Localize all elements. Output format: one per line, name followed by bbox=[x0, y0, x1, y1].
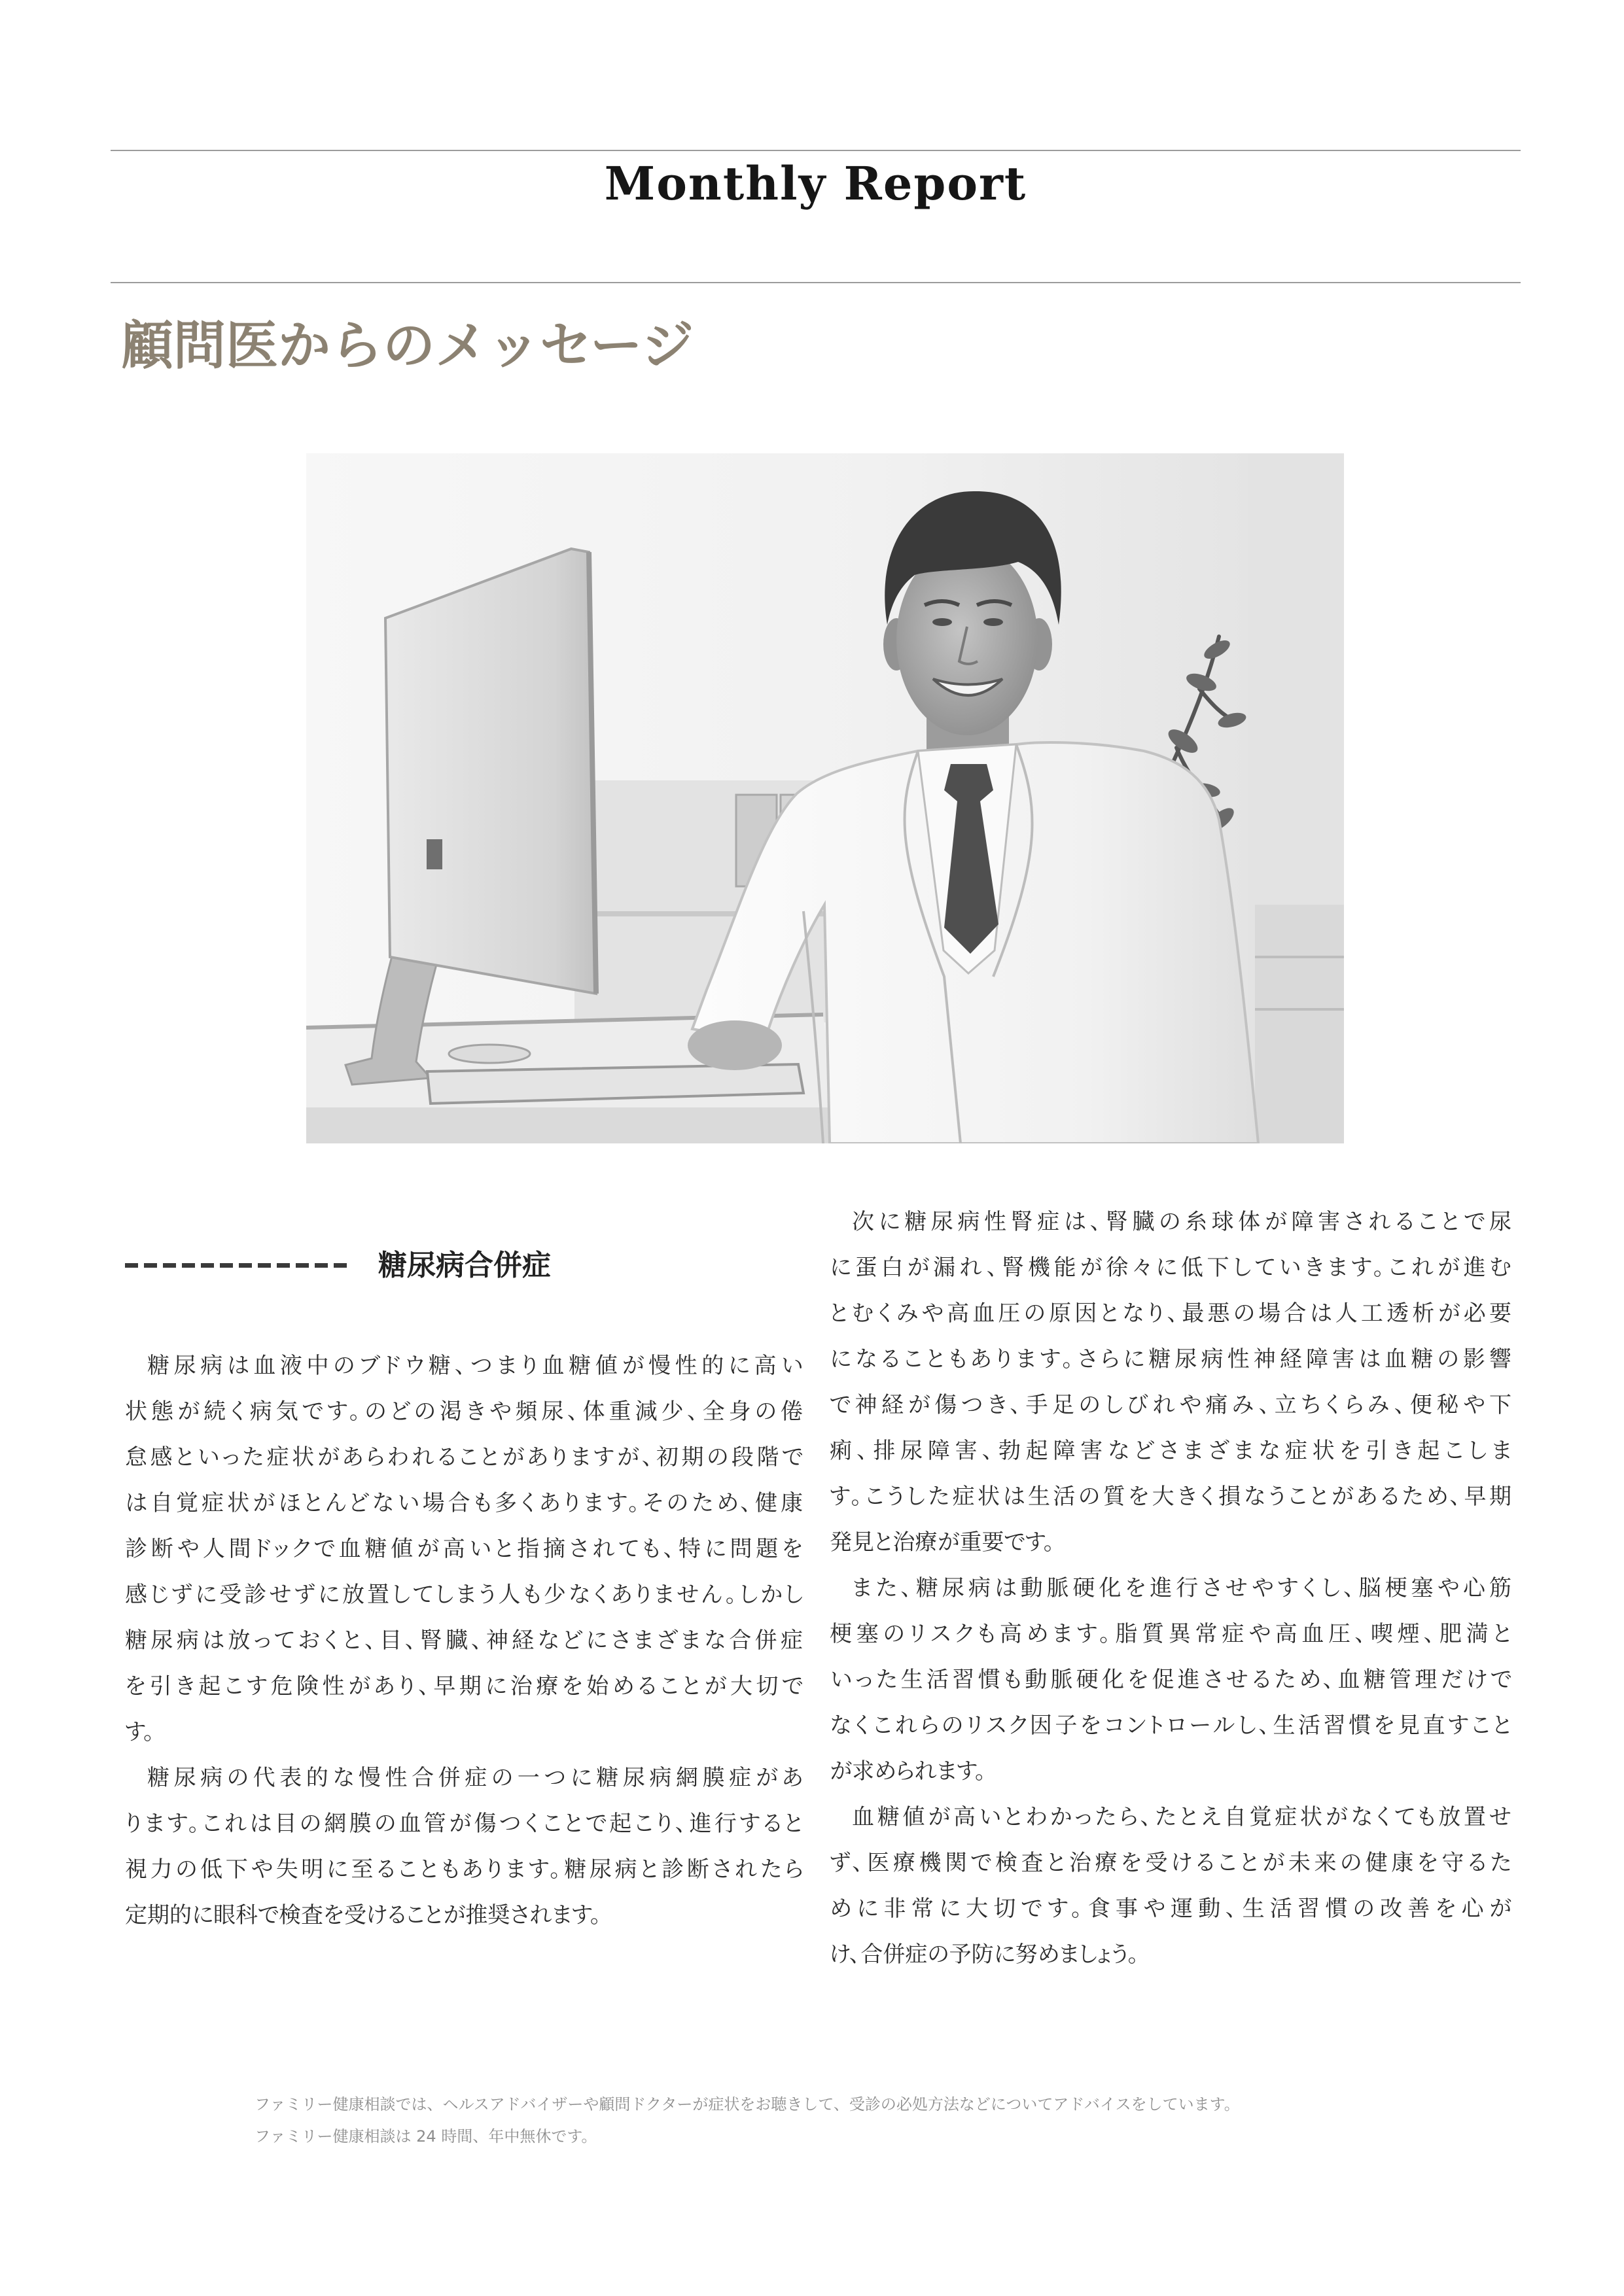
text-line: は自覚症状がほとんどない場合も多くあります。そのため、健康 bbox=[125, 1490, 803, 1516]
text-line: 糖尿病は血液中のブドウ糖、つまり血糖値が慢性的に高い bbox=[147, 1353, 803, 1379]
header-bottom-rule bbox=[111, 282, 1521, 283]
text-line: 糖尿病は放っておくと、目、腎臓、神経などにさまざまな合併症 bbox=[125, 1627, 803, 1654]
text-line: す。 bbox=[125, 1719, 155, 1745]
doctor-photo bbox=[306, 453, 1344, 1143]
left-column bbox=[125, 1343, 803, 1938]
monitor-port bbox=[427, 839, 442, 869]
text-line: 定期的に眼科で検査を受けることが推奨されます。 bbox=[125, 1902, 602, 1928]
text-line: になることもあります。さらに糖尿病性神経障害は血糖の影響 bbox=[830, 1346, 1511, 1372]
text-line: 次に糖尿病性腎症は、腎臓の糸球体が障害されることで尿 bbox=[852, 1209, 1511, 1235]
text-line: 痢、排尿障害、勃起障害などさまざまな症状を引き起こしま bbox=[830, 1438, 1511, 1464]
cabinet-right bbox=[1255, 905, 1344, 1143]
text-line: に蛋白が漏れ、腎機能が徐々に低下していきます。これが進む bbox=[830, 1255, 1511, 1281]
text-line: 血糖値が高いとわかったら、たとえ自覚症状がなくても放置せ bbox=[852, 1804, 1511, 1830]
text-line: け、合併症の予防に努めましょう。 bbox=[830, 1941, 1140, 1968]
text-line: ります。これは目の網膜の血管が傷つくことで起こり、進行すると bbox=[125, 1811, 803, 1837]
text-line: が求められます。 bbox=[830, 1758, 987, 1784]
top-rule bbox=[111, 150, 1521, 151]
text-line: 糖尿病の代表的な慢性合併症の一つに糖尿病網膜症があ bbox=[147, 1765, 803, 1791]
monitor-panel bbox=[385, 549, 596, 994]
text-line: 視力の低下や失明に至ることもあります。糖尿病と診断されたら bbox=[125, 1856, 803, 1883]
text-line: を引き起こす危険性があり、早期に治療を始めることが大切で bbox=[125, 1673, 803, 1699]
text-line: なくこれらのリスク因子をコントロールし、生活習慣を見直すこと bbox=[830, 1713, 1511, 1739]
mouse bbox=[449, 1045, 530, 1063]
text-line: また、糖尿病は動脈硬化を進行させやすくし、脳梗塞や心筋 bbox=[852, 1575, 1511, 1601]
text-line: とむくみや高血圧の原因となり、最悪の場合は人工透析が必要 bbox=[830, 1300, 1511, 1327]
section-title: 糖尿病合併症 bbox=[378, 1249, 551, 1282]
right-column bbox=[830, 1199, 1511, 1977]
section-dash-rule bbox=[125, 1263, 349, 1268]
footer-note bbox=[255, 2089, 1240, 2153]
footer-line: ファミリー健康相談は 24 時間、年中無休です。 bbox=[255, 2127, 597, 2146]
text-line: 怠感といった症状があらわれることがありますが、初期の段階で bbox=[125, 1444, 803, 1470]
text-line: 感じずに受診せずに放置してしまう人も少なくありません。しかし bbox=[125, 1582, 803, 1608]
text-line: いった生活習慣も動脈硬化を促進させるため、血糖管理だけで bbox=[830, 1667, 1511, 1693]
text-line: 状態が続く病気です。のどの渇きや頻尿、体重減少、全身の倦 bbox=[125, 1399, 803, 1425]
text-line: 梗塞のリスクも高めます。脂質異常症や高血圧、喫煙、肥満と bbox=[830, 1621, 1511, 1647]
paragraph bbox=[125, 1755, 803, 1938]
text-line: で神経が傷つき、手足のしびれや痛み、立ちくらみ、便秘や下 bbox=[830, 1392, 1511, 1418]
paragraph bbox=[830, 1199, 1511, 1565]
text-line: 診断や人間ドックで血糖値が高いと指摘されても、特に問題を bbox=[125, 1536, 803, 1562]
paragraph bbox=[830, 1794, 1511, 1977]
text-line: ず、医療機関で検査と治療を受けることが未来の健康を守るた bbox=[830, 1850, 1511, 1876]
doctor-hand bbox=[688, 1020, 782, 1070]
footer-line: ファミリー健康相談では、ヘルスアドバイザーや顧問ドクターが症状をお聴きして、受診の必処方法などについてアドバイスをしています。 bbox=[255, 2095, 1240, 2113]
report-title: Monthly Report bbox=[604, 156, 1027, 211]
text-line: 発見と治療が重要です。 bbox=[830, 1529, 1055, 1556]
paragraph bbox=[125, 1343, 803, 1755]
text-line: す。こうした症状は生活の質を大きく損なうことがあるため、早期 bbox=[830, 1484, 1511, 1510]
page-heading: 顧問医からのメッセージ bbox=[121, 315, 694, 376]
paragraph bbox=[830, 1565, 1511, 1794]
text-line: めに非常に大切です。食事や運動、生活習慣の改善を心が bbox=[830, 1896, 1511, 1922]
